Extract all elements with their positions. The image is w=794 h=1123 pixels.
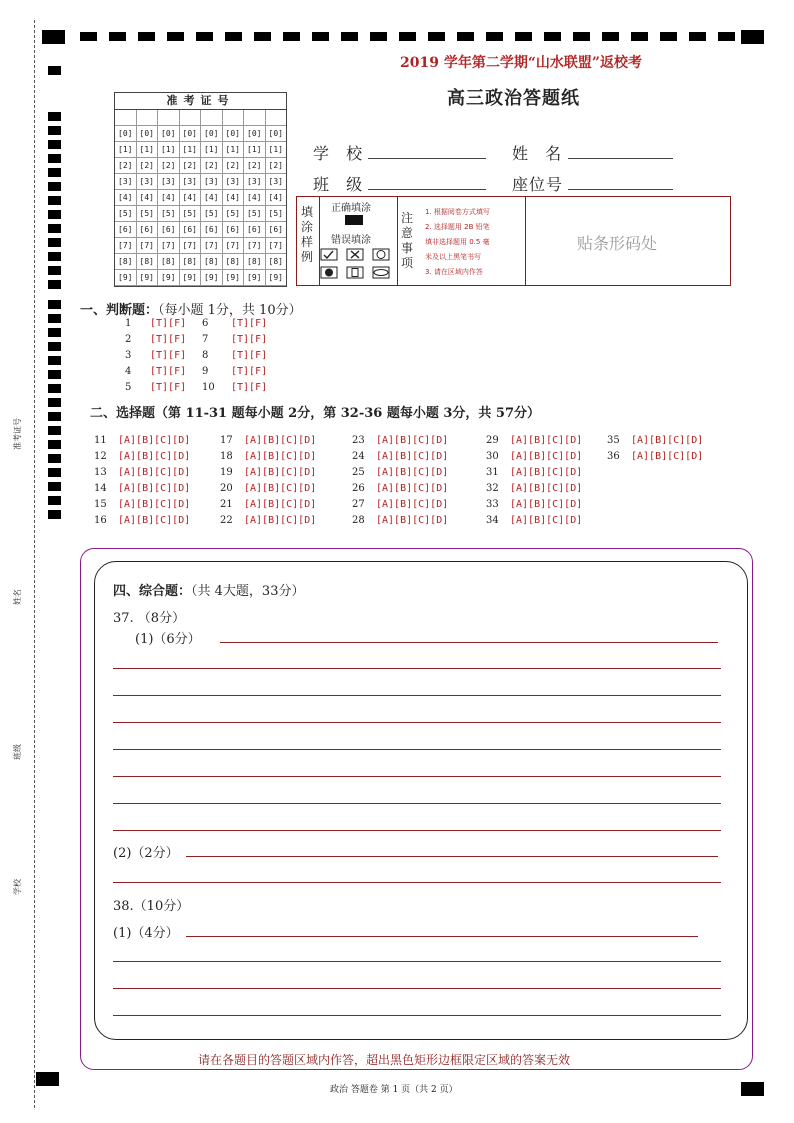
mc-number: 23 (352, 435, 365, 446)
id-grid-row (115, 270, 286, 286)
side-label-name: 姓名 (13, 589, 22, 605)
mc-number: 30 (486, 451, 499, 462)
id-digit-bubble[interactable]: [8] (244, 254, 266, 270)
corner-mark-bottom-right (741, 1082, 764, 1096)
answer-line-38-1[interactable] (113, 988, 721, 989)
answer-line-37-1-first[interactable] (220, 642, 718, 643)
mc-bubbles[interactable]: [A][B][C][D] (376, 435, 449, 446)
id-digit-bubble[interactable]: [7] (244, 238, 266, 254)
side-label-id: 准考证号 (13, 418, 22, 450)
tf-number: 3 (125, 350, 132, 361)
timing-mark (48, 482, 61, 491)
timing-mark (48, 182, 61, 191)
correct-fill-sample (345, 215, 363, 225)
answer-line-38-1-first[interactable] (186, 936, 698, 937)
question-37-2: (2)（2分） (113, 846, 179, 861)
id-digit-bubble[interactable]: [5] (201, 206, 223, 222)
tf-bubbles[interactable]: [T][F] (150, 366, 187, 377)
id-grid-row (115, 222, 286, 238)
id-digit-bubble[interactable]: [2] (180, 158, 202, 174)
timing-mark (80, 32, 97, 41)
mc-number: 11 (94, 435, 107, 446)
name-field[interactable] (568, 158, 673, 159)
barcode-area: 贴条形码处 (577, 234, 658, 253)
id-digit-bubble[interactable]: [4] (115, 190, 137, 206)
id-digit-bubble[interactable]: [1] (244, 142, 266, 158)
mc-number: 18 (220, 451, 233, 462)
id-digit-bubble[interactable]: [2] (137, 158, 159, 174)
school-label: 学 校 (313, 144, 369, 163)
mc-number: 16 (94, 515, 107, 526)
id-digit-bubble[interactable]: [8] (158, 254, 180, 270)
id-digit-bubble[interactable]: [2] (115, 158, 137, 174)
legend-box (296, 196, 731, 286)
id-digit-bubble[interactable]: [8] (223, 254, 245, 270)
mc-bubbles[interactable]: [A][B][C][D] (244, 435, 317, 446)
id-digit-bubble[interactable]: [8] (115, 254, 137, 270)
id-digit-bubble[interactable]: [2] (201, 158, 223, 174)
id-digit-bubble[interactable]: [1] (180, 142, 202, 158)
id-digit-bubble[interactable]: [9] (201, 270, 223, 286)
answer-line[interactable] (113, 722, 721, 723)
tf-bubbles[interactable]: [T][F] (150, 318, 187, 329)
timing-mark (486, 32, 503, 41)
tf-bubbles[interactable]: [T][F] (231, 366, 268, 377)
id-digit-bubble[interactable]: [1] (158, 142, 180, 158)
mc-number: 19 (220, 467, 233, 478)
notes-list: 1. 根据阅卷方式填写 2. 选择题用 2B 铅笔 填非选择题用 0.5 毫 米及以上黑笔书写 3. 请在区域内作答 (425, 208, 490, 276)
id-digit-bubble[interactable]: [9] (244, 270, 266, 286)
timing-mark (515, 32, 532, 41)
id-digit-bubble[interactable]: [3] (223, 174, 245, 190)
id-grid-title: 准考证号 (115, 93, 286, 110)
mc-bubbles[interactable]: [A][B][C][D] (118, 451, 191, 462)
timing-mark (573, 32, 590, 41)
mc-number: 22 (220, 515, 233, 526)
mc-number: 31 (486, 467, 499, 478)
id-grid-row (115, 158, 286, 174)
answer-line[interactable] (113, 695, 721, 696)
mc-bubbles[interactable]: [A][B][C][D] (376, 451, 449, 462)
seat-field[interactable] (568, 189, 673, 190)
timing-mark (48, 252, 61, 261)
id-digit-bubble[interactable]: [6] (266, 222, 287, 238)
id-digit-bubble[interactable]: [7] (180, 238, 202, 254)
tf-bubbles[interactable]: [T][F] (231, 350, 268, 361)
mc-number: 13 (94, 467, 107, 478)
id-digit-bubble[interactable]: [0] (223, 126, 245, 142)
timing-mark (254, 32, 271, 41)
corner-mark-top-left (42, 30, 65, 44)
id-digit-bubble[interactable]: [2] (266, 158, 287, 174)
mc-number: 33 (486, 499, 499, 510)
timing-mark (48, 454, 61, 463)
mc-bubbles[interactable]: [A][B][C][D] (510, 435, 583, 446)
id-digit-bubble[interactable]: [8] (201, 254, 223, 270)
mc-bubbles[interactable]: [A][B][C][D] (118, 515, 191, 526)
tf-number: 8 (202, 350, 209, 361)
school-field[interactable] (368, 158, 486, 159)
mc-number: 34 (486, 515, 499, 526)
timing-mark (48, 196, 61, 205)
tf-number: 2 (125, 334, 132, 345)
id-digit-bubble[interactable]: [9] (223, 270, 245, 286)
id-digit-bubble[interactable]: [0] (266, 126, 287, 142)
mc-bubbles[interactable]: [A][B][C][D] (510, 515, 583, 526)
timing-mark (48, 300, 61, 309)
mc-bubbles[interactable]: [A][B][C][D] (376, 499, 449, 510)
page-info: 政治 答题卷 第 1 页（共 2 页） (330, 1085, 458, 1095)
tf-bubbles[interactable]: [T][F] (231, 318, 268, 329)
wrong-fill-samples (319, 247, 399, 283)
side-label-class: 班级 (13, 744, 22, 760)
mc-number: 27 (352, 499, 365, 510)
question-38-1: (1)（4分） (113, 926, 179, 941)
mc-bubbles[interactable]: [A][B][C][D] (118, 435, 191, 446)
mc-bubbles[interactable]: [A][B][C][D] (244, 499, 317, 510)
id-digit-bubble[interactable]: [5] (223, 206, 245, 222)
id-digit-bubble[interactable]: [3] (137, 174, 159, 190)
question-38: 38.（10分） (113, 899, 190, 914)
tf-bubbles[interactable]: [T][F] (231, 334, 268, 345)
id-digit-bubble[interactable]: [4] (244, 190, 266, 206)
tf-number: 7 (202, 334, 209, 345)
mc-number: 36 (607, 451, 620, 462)
answer-line-37-2-first[interactable] (186, 856, 718, 857)
mc-bubbles[interactable]: [A][B][C][D] (376, 467, 449, 478)
mc-bubbles[interactable]: [A][B][C][D] (244, 483, 317, 494)
tf-bubbles[interactable]: [T][F] (150, 334, 187, 345)
question-37: 37. （8分） (113, 611, 186, 626)
id-grid-row (115, 174, 286, 190)
mc-bubbles[interactable]: [A][B][C][D] (244, 467, 317, 478)
mc-number: 21 (220, 499, 233, 510)
id-grid-row (115, 238, 286, 254)
id-digit-bubble[interactable]: [7] (201, 238, 223, 254)
seat-label: 座位号 (512, 175, 564, 194)
timing-mark (48, 112, 61, 121)
answer-line-38-1[interactable] (113, 1015, 721, 1016)
id-digit-bubble[interactable]: [3] (244, 174, 266, 190)
mc-number: 12 (94, 451, 107, 462)
id-digit-bubble[interactable]: [6] (223, 222, 245, 238)
id-digit-bubble[interactable]: [7] (137, 238, 159, 254)
id-digit-bubble[interactable]: [4] (137, 190, 159, 206)
mc-bubbles[interactable]: [A][B][C][D] (118, 483, 191, 494)
id-digit-bubble[interactable]: [5] (244, 206, 266, 222)
id-digit-bubble[interactable]: [7] (223, 238, 245, 254)
timing-mark (312, 32, 329, 41)
timing-mark (48, 342, 61, 351)
id-digit-bubble[interactable]: [0] (244, 126, 266, 142)
id-digit-bubble[interactable]: [3] (201, 174, 223, 190)
timing-mark (602, 32, 619, 41)
timing-mark (225, 32, 242, 41)
footer-warning: 请在各题目的答题区域内作答，超出黑色矩形边框限定区域的答案无效 (198, 1053, 571, 1067)
tf-bubbles[interactable]: [T][F] (150, 382, 187, 393)
timing-mark (660, 32, 677, 41)
timing-mark (631, 32, 648, 41)
id-grid-blank-row (115, 110, 286, 126)
timing-mark (48, 468, 61, 477)
timing-mark (718, 32, 735, 41)
id-digit-bubble[interactable]: [4] (266, 190, 287, 206)
id-digit-bubble[interactable]: [9] (115, 270, 137, 286)
timing-mark (457, 32, 474, 41)
id-digit-bubble[interactable]: [9] (137, 270, 159, 286)
corner-mark-top-right (741, 30, 764, 44)
timing-mark (48, 440, 61, 449)
timing-mark (370, 32, 387, 41)
mc-bubbles[interactable]: [A][B][C][D] (376, 515, 449, 526)
answer-line[interactable] (113, 749, 721, 750)
mc-number: 28 (352, 515, 365, 526)
id-digit-bubble[interactable]: [3] (266, 174, 287, 190)
id-digit-bubble[interactable]: [8] (137, 254, 159, 270)
id-digit-bubble[interactable]: [5] (158, 206, 180, 222)
mc-number: 35 (607, 435, 620, 446)
timing-mark (689, 32, 706, 41)
id-digit-bubble[interactable]: [2] (244, 158, 266, 174)
id-grid-row (115, 206, 286, 222)
name-label: 姓 名 (512, 144, 568, 163)
id-digit-bubble[interactable]: [6] (244, 222, 266, 238)
answer-line-37-2[interactable] (113, 882, 721, 883)
tf-number: 4 (125, 366, 132, 377)
id-digit-bubble[interactable]: [8] (266, 254, 287, 270)
timing-mark (48, 370, 61, 379)
question-37-1: (1)（6分） (135, 632, 201, 647)
id-digit-bubble[interactable]: [6] (137, 222, 159, 238)
id-digit-bubble[interactable]: [0] (201, 126, 223, 142)
id-digit-bubble[interactable]: [5] (180, 206, 202, 222)
timing-mark (48, 314, 61, 323)
correct-fill-label: 正确填涂 (331, 203, 371, 214)
id-grid-row (115, 126, 286, 142)
answer-line[interactable] (113, 668, 721, 669)
id-number-grid (114, 92, 287, 287)
binding-line (34, 20, 35, 1108)
id-digit-bubble[interactable]: [4] (201, 190, 223, 206)
fill-example-label: 填 涂 样 例 (301, 205, 314, 264)
timing-mark (48, 168, 61, 177)
tf-bubbles[interactable]: [T][F] (150, 350, 187, 361)
id-digit-bubble[interactable]: [1] (115, 142, 137, 158)
id-digit-bubble[interactable]: [7] (266, 238, 287, 254)
mc-bubbles[interactable]: [A][B][C][D] (244, 451, 317, 462)
mc-number: 17 (220, 435, 233, 446)
id-digit-bubble[interactable]: [6] (115, 222, 137, 238)
id-digit-bubble[interactable]: [0] (158, 126, 180, 142)
timing-mark (48, 238, 61, 247)
mc-number: 25 (352, 467, 365, 478)
id-digit-bubble[interactable]: [9] (266, 270, 287, 286)
timing-mark (283, 32, 300, 41)
timing-mark (48, 412, 61, 421)
timing-mark (48, 126, 61, 135)
notes-title: 注 意 事 项 (401, 211, 414, 270)
timing-mark (48, 266, 61, 275)
timing-mark (48, 154, 61, 163)
id-digit-bubble[interactable]: [2] (223, 158, 245, 174)
exam-title: 2019 学年第二学期“山水联盟”返校考 (400, 55, 642, 71)
mc-bubbles[interactable]: [A][B][C][D] (631, 451, 704, 462)
mc-bubbles[interactable]: [A][B][C][D] (510, 483, 583, 494)
id-digit-bubble[interactable]: [3] (158, 174, 180, 190)
timing-mark (48, 280, 61, 289)
section4-heading: 四、综合题：（共 4大题，33分） (113, 584, 305, 599)
mc-number: 14 (94, 483, 107, 494)
mc-number: 26 (352, 483, 365, 494)
id-digit-bubble[interactable]: [1] (137, 142, 159, 158)
id-digit-bubble[interactable]: [7] (115, 238, 137, 254)
timing-mark (48, 328, 61, 337)
class-field[interactable] (368, 189, 486, 190)
timing-mark (48, 384, 61, 393)
tf-number: 10 (202, 382, 215, 393)
id-grid-row (115, 190, 286, 206)
id-digit-bubble[interactable]: [5] (266, 206, 287, 222)
timing-mark (48, 496, 61, 505)
timing-mark (428, 32, 445, 41)
mc-number: 32 (486, 483, 499, 494)
tf-number: 6 (202, 318, 209, 329)
answer-line[interactable] (113, 803, 721, 804)
tf-bubbles[interactable]: [T][F] (231, 382, 268, 393)
timing-mark (138, 32, 155, 41)
mc-bubbles[interactable]: [A][B][C][D] (376, 483, 449, 494)
timing-mark (544, 32, 561, 41)
id-digit-bubble[interactable]: [8] (180, 254, 202, 270)
id-digit-bubble[interactable]: [5] (115, 206, 137, 222)
timing-mark (109, 32, 126, 41)
mc-bubbles[interactable]: [A][B][C][D] (510, 499, 583, 510)
id-digit-bubble[interactable]: [0] (137, 126, 159, 142)
tf-number: 1 (125, 318, 132, 329)
id-digit-bubble[interactable]: [2] (158, 158, 180, 174)
answer-line-38-1[interactable] (113, 961, 721, 962)
tf-number: 9 (202, 366, 209, 377)
mc-bubbles[interactable]: [A][B][C][D] (244, 515, 317, 526)
tf-number: 5 (125, 382, 132, 393)
id-digit-bubble[interactable]: [9] (158, 270, 180, 286)
id-digit-bubble[interactable]: [4] (158, 190, 180, 206)
side-label-school: 学校 (13, 879, 22, 895)
section2-heading: 二、选择题（第 11-31 题每小题 2分，第 32-36 题每小题 3分，共 57分） (90, 406, 541, 421)
class-label: 班 级 (313, 175, 369, 194)
timing-mark (167, 32, 184, 41)
timing-mark (48, 356, 61, 365)
mc-bubbles[interactable]: [A][B][C][D] (118, 499, 191, 510)
id-digit-bubble[interactable]: [1] (201, 142, 223, 158)
timing-mark (341, 32, 358, 41)
mc-bubbles[interactable]: [A][B][C][D] (510, 451, 583, 462)
timing-mark (48, 224, 61, 233)
corner-mark-bottom-left (36, 1072, 59, 1086)
id-digit-bubble[interactable]: [1] (223, 142, 245, 158)
id-digit-bubble[interactable]: [6] (180, 222, 202, 238)
mc-number: 29 (486, 435, 499, 446)
mc-bubbles[interactable]: [A][B][C][D] (118, 467, 191, 478)
id-digit-bubble[interactable]: [4] (223, 190, 245, 206)
id-digit-bubble[interactable]: [0] (115, 126, 137, 142)
mc-number: 15 (94, 499, 107, 510)
answer-line[interactable] (113, 830, 721, 831)
answer-line[interactable] (113, 776, 721, 777)
id-grid-row (115, 142, 286, 158)
id-grid-row (115, 254, 286, 270)
id-digit-bubble[interactable]: [7] (158, 238, 180, 254)
wrong-fill-label: 错误填涂 (331, 235, 371, 246)
timing-mark (196, 32, 213, 41)
timing-mark (48, 140, 61, 149)
id-digit-bubble[interactable]: [6] (201, 222, 223, 238)
timing-mark (48, 66, 61, 75)
mc-number: 20 (220, 483, 233, 494)
id-digit-bubble[interactable]: [5] (137, 206, 159, 222)
section1-heading: 一、判断题：（每小题 1分，共 10分） (80, 303, 302, 318)
mc-bubbles[interactable]: [A][B][C][D] (631, 435, 704, 446)
id-digit-bubble[interactable]: [3] (180, 174, 202, 190)
timing-mark (399, 32, 416, 41)
id-digit-bubble[interactable]: [3] (115, 174, 137, 190)
timing-mark (48, 398, 61, 407)
mc-bubbles[interactable]: [A][B][C][D] (510, 467, 583, 478)
id-digit-bubble[interactable]: [4] (180, 190, 202, 206)
timing-mark (48, 210, 61, 219)
id-digit-bubble[interactable]: [6] (158, 222, 180, 238)
timing-mark (48, 510, 61, 519)
id-digit-bubble[interactable]: [1] (266, 142, 287, 158)
id-digit-bubble[interactable]: [0] (180, 126, 202, 142)
timing-mark (48, 426, 61, 435)
id-digit-bubble[interactable]: [9] (180, 270, 202, 286)
paper-title: 高三政治答题纸 (447, 88, 580, 109)
mc-number: 24 (352, 451, 365, 462)
